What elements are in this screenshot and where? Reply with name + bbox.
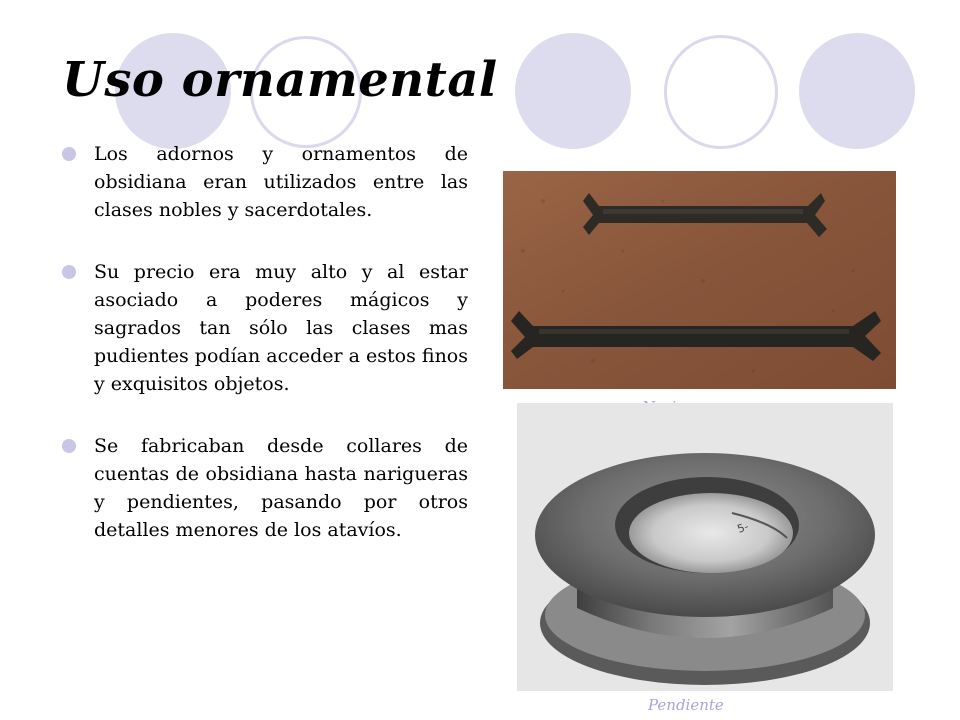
bullet-text: Su precio era muy alto y al estar asociado a poderes mágicos y sagrados tan sólo las clases mas pudientes podían acceder a estos finos y exquisitos objetos. [94, 261, 468, 395]
bullet-list [62, 140, 468, 578]
nose-ornaments-photo [503, 171, 896, 389]
bullet-text: Se fabricaban desde collares de cuentas de obsidiana hasta narigueras y pendientes, pasando por otros detalles menores de los atavíos. [94, 435, 468, 541]
bullet-item [62, 432, 468, 544]
nose-ornaments-image [503, 171, 896, 389]
bullet-dot [62, 439, 76, 453]
slide-title: Uso ornamental [62, 52, 498, 108]
decorative-circle-3 [515, 33, 631, 149]
svg-text:5-: 5- [735, 519, 751, 536]
bullet-dot [62, 265, 76, 279]
earring-photo [517, 403, 893, 691]
earring-image [517, 403, 893, 691]
decorative-circle-4 [664, 35, 778, 149]
bullet-item [62, 140, 468, 224]
decorative-circle-5 [799, 33, 915, 149]
bullet-text: Los adornos y ornamentos de obsidiana eran utilizados entre las clases nobles y sacerdotales. [94, 143, 468, 221]
bullet-dot [62, 147, 76, 161]
earring-caption: Pendiente [648, 696, 724, 714]
bullet-item [62, 258, 468, 398]
